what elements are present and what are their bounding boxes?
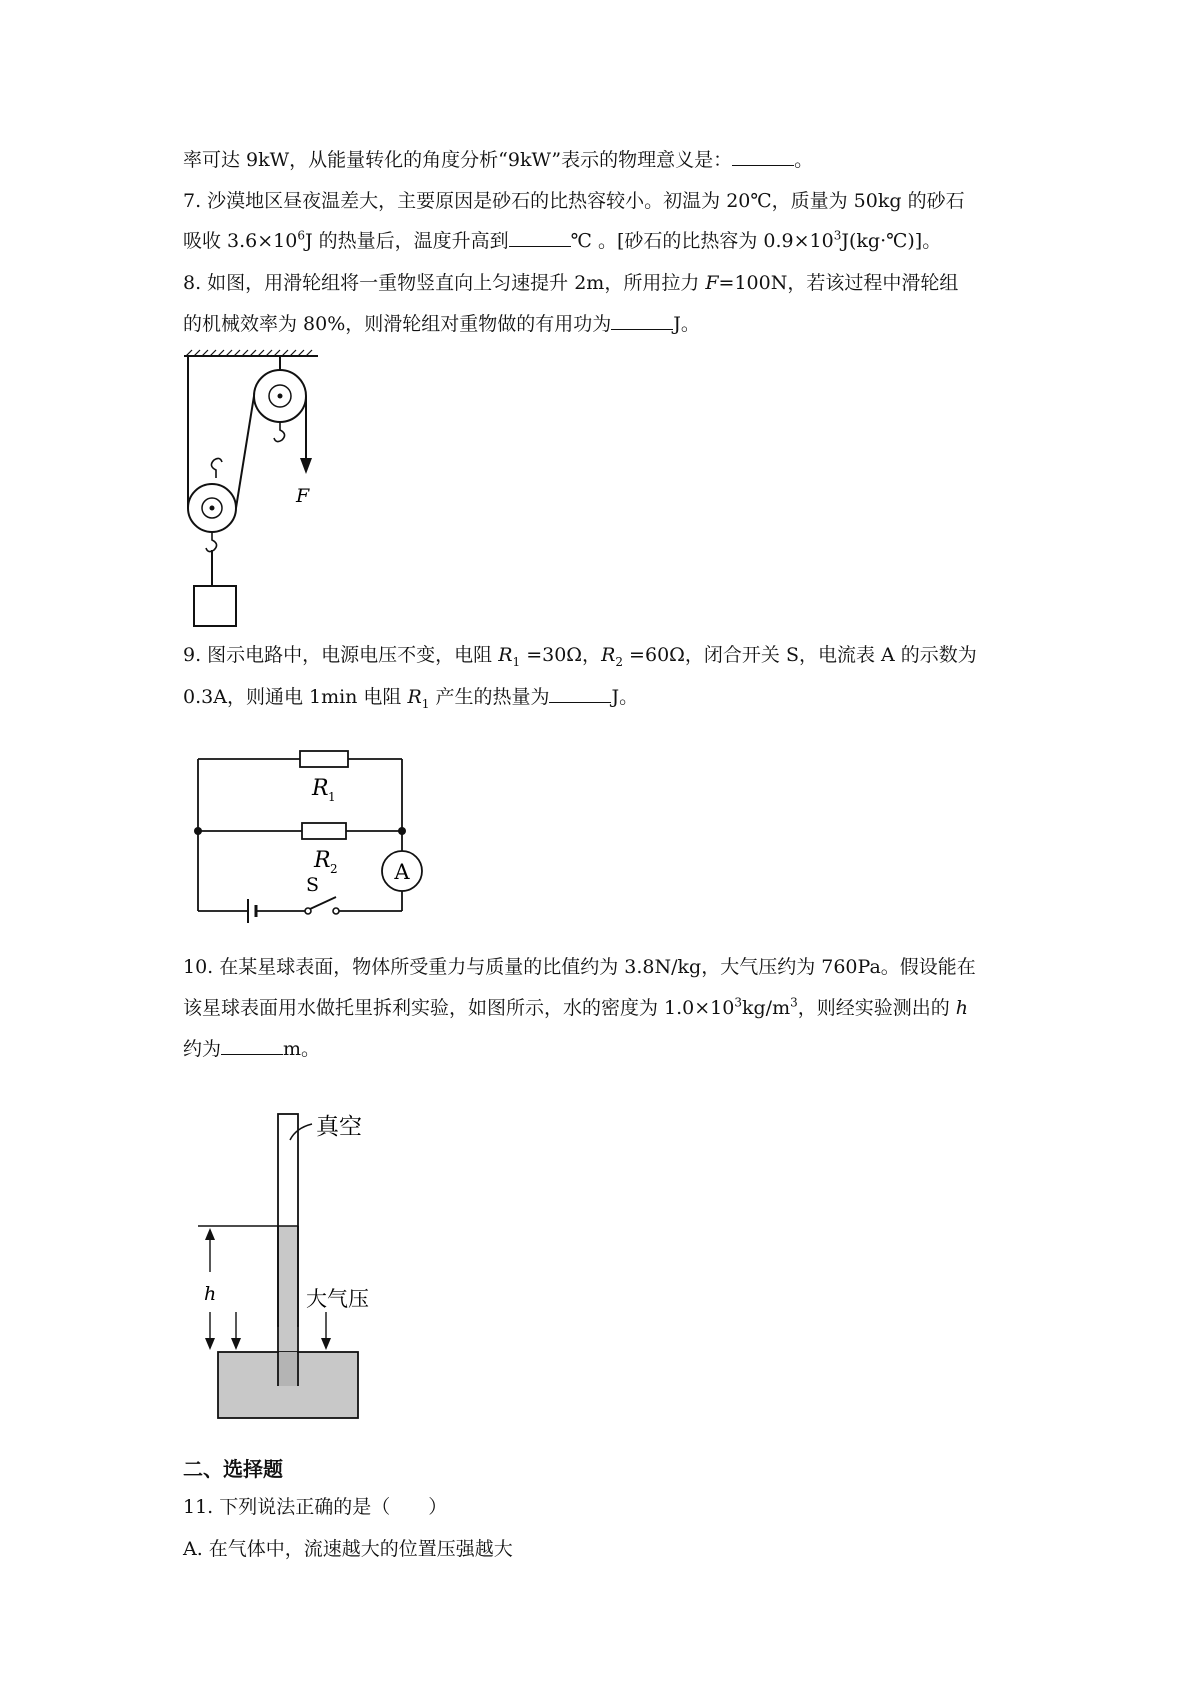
q9-line-1: 9. 图示电路中，电源电压不变，电阻 $R_1 =30\Omega$，$R_2 =60\Omega$，闭合开关 S，电流表 A 的示数为 (183, 644, 977, 669)
q11-option-a: A. 在气体中，流速越大的位置压强越大 (183, 1538, 513, 1560)
r2-subscript: 2 (330, 862, 338, 876)
circuit-figure (190, 745, 430, 925)
arrow-down-icon (205, 1338, 215, 1350)
q9-line-2: 0.3A，则通电 1min 电阻 $R_1$ 产生的热量为 J。 (183, 686, 639, 711)
force-arrow-icon (300, 458, 312, 474)
pressure-label: 大气压 (306, 1287, 369, 1311)
answer-blank (221, 1036, 283, 1055)
answer-blank (509, 228, 571, 247)
q8-line-2: 的机械效率为 80%，则滑轮组对重物做的有用功为 J。 (183, 313, 700, 335)
pressure-arrow-icon (231, 1338, 241, 1350)
answer-blank (611, 311, 673, 330)
arrow-up-icon (205, 1228, 215, 1240)
r1-subscript: 1 (328, 790, 336, 804)
q7-line-1: 7. 沙漠地区昼夜温差大，主要原因是砂石的比热容较小。初温为 20℃，质量为 50kg 的砂石 (183, 190, 965, 212)
r1-label: R (312, 776, 329, 801)
section-heading: 二、选择题 (183, 1457, 283, 1481)
pulley-figure (180, 350, 330, 630)
load-block (194, 586, 236, 626)
ammeter-label: A (394, 860, 410, 884)
q8-line-1: 8. 如图，用滑轮组将一重物竖直向上匀速提升 2m，所用拉力 F=100N，若该过程中滑轮组 (183, 272, 959, 294)
answer-blank (549, 684, 611, 703)
resistor-r1 (300, 751, 348, 767)
r2-label: R (314, 848, 331, 873)
switch-label: S (306, 874, 320, 896)
height-label: h (204, 1283, 217, 1305)
q10-line-2: 该星球表面用水做托里拆利实验，如图所示，水的密度为 $1.0\times 10^3kg/m^3$，则经实验测出的 h (183, 995, 969, 1019)
q7-line-2: 吸收 $3.6\times 10^6J$ 的热量后，温度升高到 ℃ 。[砂石的比热容为 $0.9\times 10^3J(kg\cdot℃)$]。 (183, 228, 942, 252)
resistor-r2 (302, 823, 346, 839)
switch-s (310, 897, 336, 909)
vacuum-label: 真空 (316, 1114, 362, 1140)
torricelli-figure (196, 1100, 396, 1430)
q11-stem: 11. 下列说法正确的是（ ） (183, 1496, 448, 1518)
answer-blank (732, 147, 794, 166)
force-label: F (296, 485, 310, 507)
pressure-arrow-icon (321, 1338, 331, 1350)
q6-tail-line: 率可达 9kW，从能量转化的角度分析“9kW”表示的物理意义是： 。 (183, 149, 814, 171)
q10-line-3: 约为 m。 (183, 1038, 321, 1060)
q10-line-1: 10. 在某星球表面，物体所受重力与质量的比值约为 3.8N/kg，大气压约为 760Pa。假设能在 (183, 956, 976, 978)
